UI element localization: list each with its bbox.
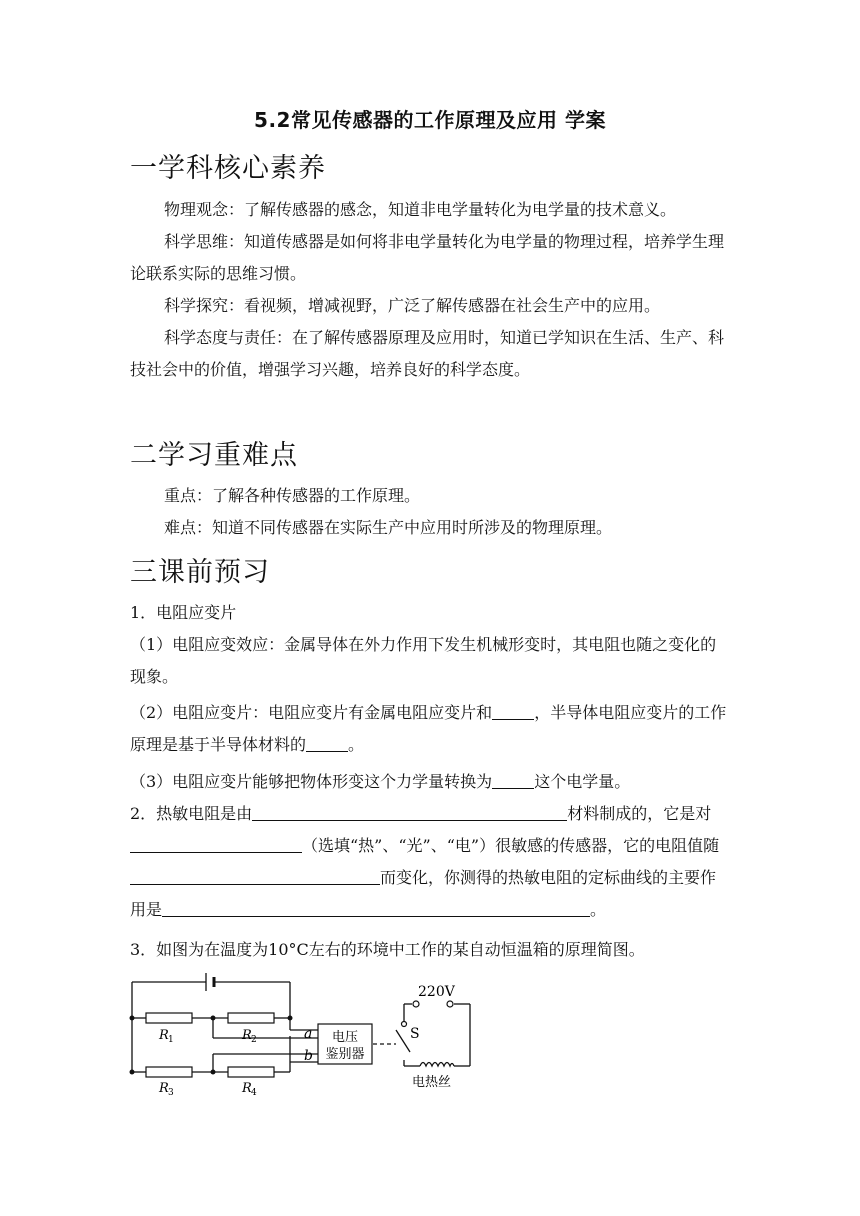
q1-part3-text-a: （3）电阻应变片能够把物体形变这个力学量转换为 [130, 772, 493, 791]
key-point: 重点：了解各种传感器的工作原理。 [164, 486, 421, 505]
section1-heading: 一学科核心素养 [130, 153, 326, 184]
junction-dot [288, 1016, 293, 1021]
junction-dot [130, 1070, 135, 1075]
label-r4: R [242, 1081, 252, 1096]
resistor-r2 [228, 1013, 274, 1023]
label-r1: R [159, 1028, 169, 1043]
answer-blank[interactable] [130, 866, 380, 885]
terminal-220v-right [447, 1001, 453, 1007]
resistor-r4 [228, 1067, 274, 1077]
switch-label: S [410, 1026, 420, 1042]
q2-text-b: 材料制成的，它是对 [567, 804, 712, 823]
resistor-r1 [146, 1013, 192, 1023]
q1-part2-text-a: （2）电阻应变片：电阻应变片有金属电阻应变片和 [130, 703, 493, 722]
q2-text-c: （选填“热”、“光”、“电”）很敏感的传感器，它的电阻值随 [302, 836, 720, 855]
answer-blank[interactable] [162, 898, 590, 917]
label-r3-sub: 3 [168, 1088, 174, 1096]
discriminator-label-line1: 电压 [331, 1030, 359, 1045]
section3-heading: 三课前预习 [130, 557, 270, 588]
label-r2: R [242, 1028, 252, 1043]
terminal-label-b: b [304, 1048, 313, 1064]
q1-part2-text-c: 。 [348, 735, 365, 754]
thermostat-circuit-diagram [128, 968, 480, 1096]
resistor-r3 [146, 1067, 192, 1077]
q2-text-e: 。 [590, 900, 607, 919]
label-r4-sub: 4 [251, 1088, 257, 1096]
q1-part1: （1）电阻应变效应：金属导体在外力作用下发生机械形变时，其电阻也随之变化的现象。 [130, 635, 717, 686]
document-title: 5.2常见传感器的工作原理及应用 学案 [254, 108, 606, 132]
label-r1-sub: 1 [168, 1035, 174, 1045]
literacy-item-inquiry: 科学探究：看视频，增减视野，广泛了解传感器在社会生产中的应用。 [164, 296, 661, 315]
answer-blank[interactable] [492, 701, 534, 720]
literacy-item-thinking: 科学思维：知道传感器是如何将非电学量转化为电学量的物理过程，培养学生理论联系实际的思维习惯。 [130, 232, 725, 283]
answer-blank[interactable] [130, 834, 302, 853]
literacy-item-attitude: 科学态度与责任：在了解传感器原理及应用时，知道已学知识在生活、生产、科技社会中的价值，增强学习兴趣，培养良好的科学态度。 [130, 328, 725, 379]
heater-coil [420, 1063, 454, 1067]
label-r3: R [159, 1081, 169, 1096]
answer-blank[interactable] [306, 733, 348, 752]
q1-part3 [130, 766, 730, 798]
difficult-point: 难点：知道不同传感器在实际生产中应用时所涉及的物理原理。 [164, 518, 613, 537]
heater-label: 电热丝 [412, 1075, 452, 1090]
q3: 3．如图为在温度为10°C左右的环境中工作的某自动恒温箱的原理简图。 [130, 940, 645, 959]
answer-blank[interactable] [492, 770, 534, 789]
q1-part2-text-b: ，半导体电阻应变片的工作原理是基于半导体材料的 [130, 703, 727, 754]
terminal-label-a: a [304, 1026, 313, 1042]
voltage-label: 220V [418, 984, 455, 1000]
switch-contact [402, 1022, 407, 1027]
junction-dot [130, 1016, 135, 1021]
junction-dot [211, 1070, 216, 1075]
junction-dot [211, 1016, 216, 1021]
q1-part2 [130, 697, 730, 761]
q2 [130, 798, 730, 926]
q2-text-d: 而变化，你测得的热敏电阻的定标曲线的主要作用是 [130, 868, 717, 919]
terminal-220v-left [413, 1001, 419, 1007]
section2-heading: 二学习重难点 [130, 440, 298, 471]
literacy-item-concept: 物理观念：了解传感器的感念，知道非电学量转化为电学量的技术意义。 [164, 200, 677, 219]
discriminator-label-line2: 鉴别器 [325, 1047, 365, 1062]
label-r2-sub: 2 [251, 1035, 257, 1045]
q2-text-a: 2．热敏电阻是由 [130, 804, 253, 823]
q1-title: 1．电阻应变片 [130, 603, 237, 622]
q1-part3-text-b: 这个电学量。 [534, 772, 631, 791]
answer-blank[interactable] [252, 802, 567, 821]
